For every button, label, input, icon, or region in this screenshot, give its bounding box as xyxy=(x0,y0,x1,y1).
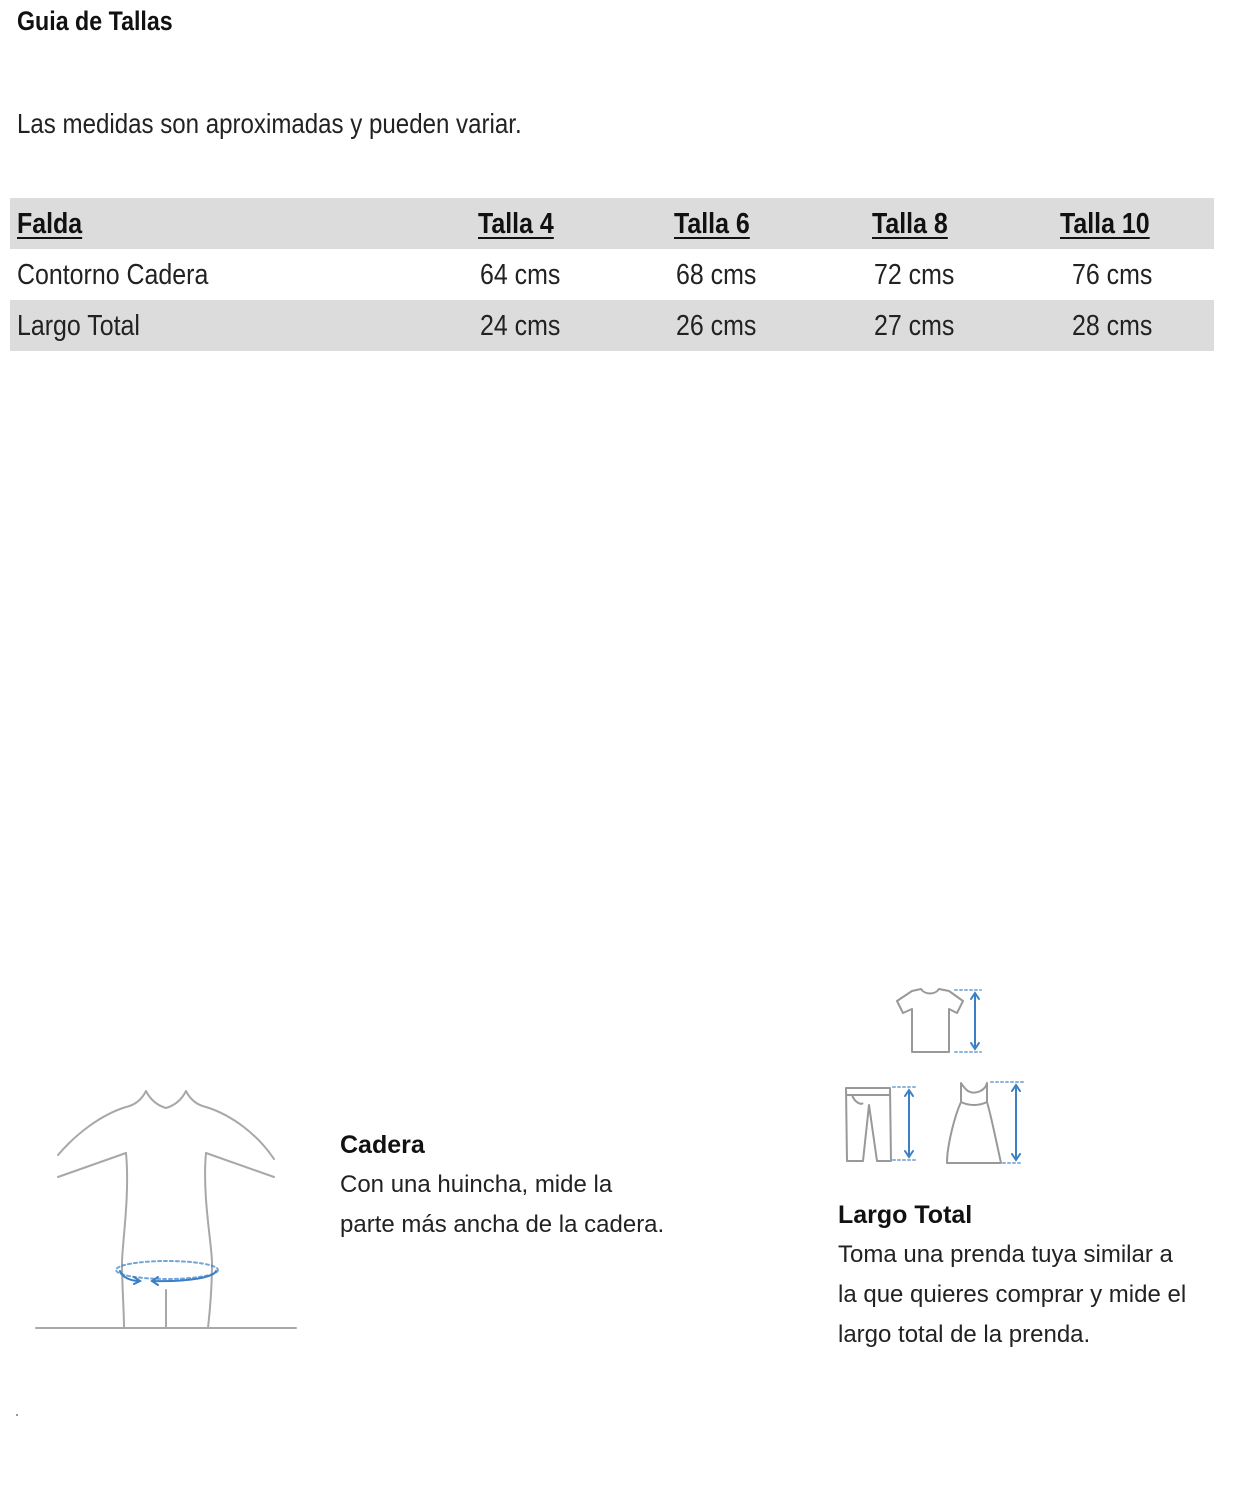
garment-length-icons xyxy=(835,985,1035,1175)
measurement-note: Las medidas son aproximadas y pueden variar. xyxy=(17,108,522,139)
stray-dot xyxy=(16,1414,18,1416)
table-cell: 27 cms xyxy=(874,310,955,342)
table-cell: 68 cms xyxy=(676,259,757,291)
table-cell: 24 cms xyxy=(480,310,561,342)
table-header-cell: Talla 6 xyxy=(674,208,750,240)
table-cell: 26 cms xyxy=(676,310,757,342)
table-header-cell: Falda xyxy=(17,208,83,240)
table-header-cell: Talla 10 xyxy=(1060,208,1150,240)
dress-length-icon xyxy=(947,1083,1001,1163)
cadera-title: Cadera xyxy=(340,1131,425,1159)
table-cell: 72 cms xyxy=(874,259,955,291)
table-row xyxy=(10,249,1214,300)
table-row xyxy=(10,300,1214,351)
table-cell: 28 cms xyxy=(1072,310,1153,342)
table-cell: 76 cms xyxy=(1072,259,1153,291)
cadera-instructions: Con una huincha, mide la parte más ancha de la cadera. xyxy=(340,1171,665,1238)
tshirt-length-icon xyxy=(897,989,963,1052)
size-table xyxy=(10,198,1214,351)
largo-total-instructions: Toma una prenda tuya similar a la que quieres comprar y mide el largo total de la prenda. xyxy=(838,1241,1187,1348)
table-row-label: Largo Total xyxy=(17,310,140,342)
table-header-cell: Talla 8 xyxy=(872,208,948,240)
table-cell: 64 cms xyxy=(480,259,561,291)
pants-length-measure xyxy=(893,1087,917,1160)
dress-length-measure xyxy=(991,1082,1023,1163)
largo-total-title: Largo Total xyxy=(838,1201,973,1229)
table-header-cell: Talla 4 xyxy=(478,208,554,240)
page-title: Guia de Tallas xyxy=(17,6,173,36)
pants-length-icon xyxy=(846,1088,891,1161)
table-header-row xyxy=(10,198,1214,249)
body-hip-measure-icon xyxy=(30,1085,310,1335)
table-row-label: Contorno Cadera xyxy=(17,259,209,291)
